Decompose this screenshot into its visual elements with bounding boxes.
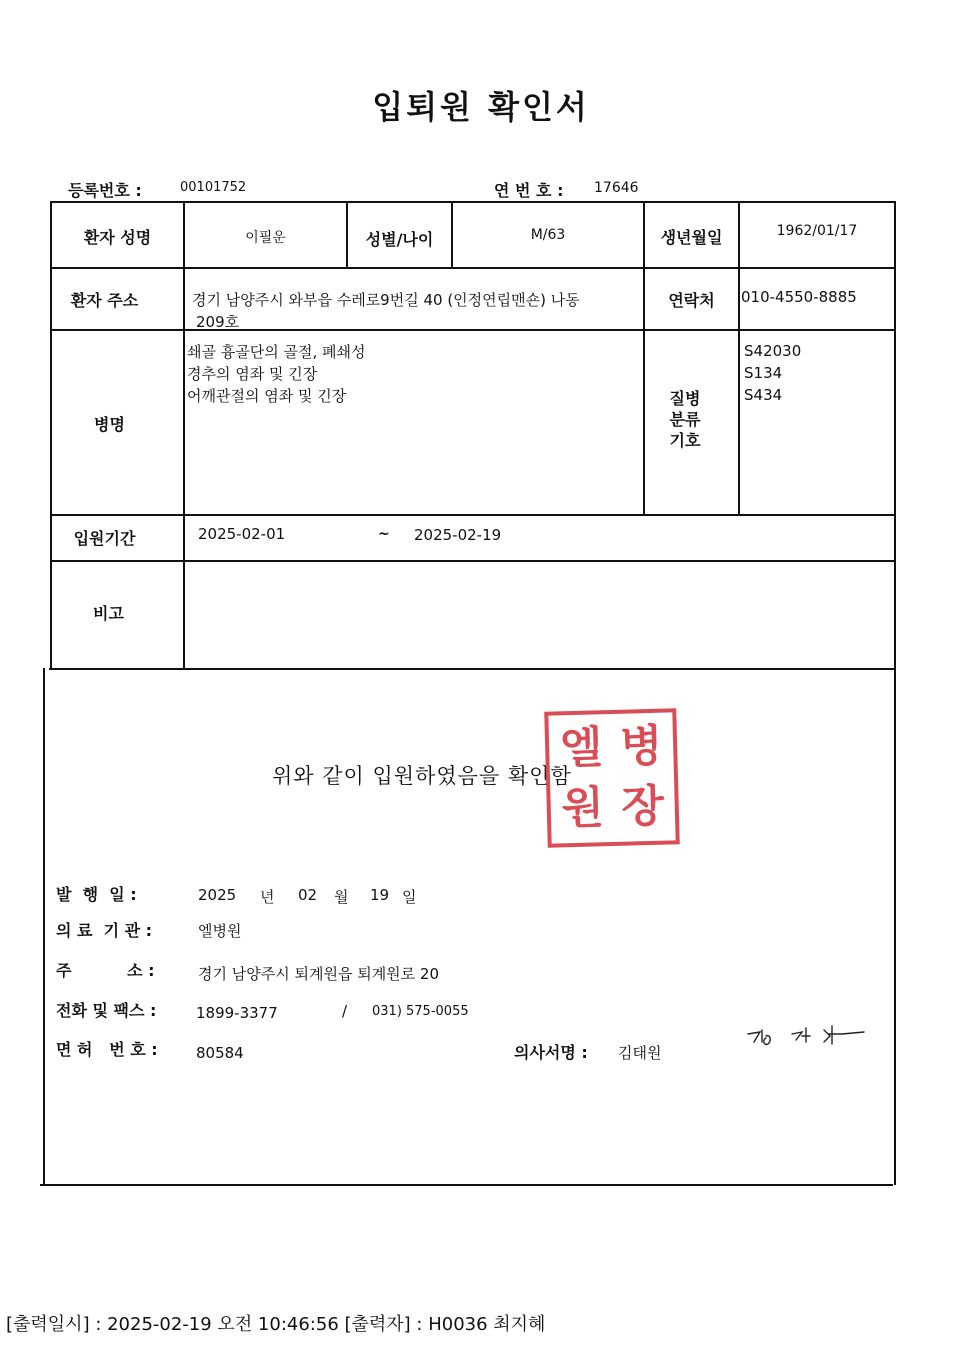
reg-number-value: 00101752 — [180, 180, 247, 195]
print-footer: [출력일시] : 2025-02-19 오전 10:46:56 [출력자] : H0036 최지혜 — [6, 1314, 546, 1335]
document-title: 입퇴원 확인서 — [372, 88, 590, 126]
institution-address: 경기 남양주시 퇴계원읍 퇴계원로 20 — [198, 965, 440, 983]
disease-code-list — [744, 340, 801, 406]
issue-day: 19 — [370, 886, 390, 904]
issue-year: 2025 — [198, 886, 237, 904]
institution-label: 의 료 기 관 : — [56, 921, 153, 940]
stamp-char: 엘 — [559, 722, 604, 775]
disease-code: S434 — [744, 386, 783, 404]
table-border-left — [50, 201, 52, 669]
sex-age-value: M/63 — [530, 227, 566, 243]
doctor-signature-label: 의사서명 : — [514, 1043, 588, 1062]
patient-address-line1: 경기 남양주시 와부읍 수레로9번길 40 (인정연립맨숀) 나동 — [192, 291, 580, 309]
dob-value: 1962/01/17 — [776, 223, 858, 239]
fax-number: 031) 575-0055 — [372, 1004, 469, 1019]
institution-name: 엘병원 — [198, 922, 242, 940]
patient-address-label: 환자 주소 — [70, 291, 139, 310]
table-border-bottom — [40, 1184, 893, 1186]
reg-number-label: 등록번호 : — [68, 181, 142, 200]
diagnosis-item: 쇄골 흉골단의 골절, 폐쇄성 — [187, 343, 366, 361]
table-rule — [50, 514, 896, 516]
stamp-char: 장 — [620, 780, 665, 833]
admission-start: 2025-02-01 — [198, 525, 286, 543]
license-label: 면 허 번 호 : — [56, 1040, 158, 1059]
handwritten-signature — [740, 1020, 870, 1060]
issue-month-unit: 월 — [334, 888, 349, 906]
table-col-rule — [183, 201, 185, 669]
license-number: 80584 — [196, 1044, 244, 1062]
phone-number: 1899-3377 — [196, 1004, 278, 1022]
patient-address-line2: 209호 — [196, 313, 240, 331]
table-col-rule — [643, 201, 645, 515]
remarks-label: 비고 — [93, 604, 124, 623]
patient-name-label: 환자 성명 — [83, 228, 152, 247]
institution-address-label: 주 소 : — [56, 961, 155, 980]
table-border-left-lower — [43, 668, 45, 1185]
table-rule — [50, 560, 896, 562]
admission-end: 2025-02-19 — [414, 526, 502, 544]
patient-name: 이필운 — [245, 230, 286, 246]
doctor-name: 김태원 — [618, 1044, 662, 1062]
table-border-top — [50, 201, 896, 203]
issue-day-unit: 일 — [402, 888, 417, 906]
table-border-right — [894, 201, 896, 1185]
diagnosis-item: 어깨관절의 염좌 및 긴장 — [187, 387, 347, 405]
table-rule — [50, 267, 896, 269]
hospital-seal-stamp — [544, 708, 680, 847]
disease-code: S134 — [744, 364, 783, 382]
diagnosis-item: 경추의 염좌 및 긴장 — [187, 365, 318, 383]
disease-code: S42030 — [744, 342, 802, 360]
phone-fax-label: 전화 및 팩스 : — [56, 1001, 157, 1020]
serial-number-label: 연 번 호 : — [494, 181, 564, 200]
table-col-rule — [738, 201, 740, 515]
disease-code-label-line: 기호 — [669, 431, 701, 450]
admission-tilde: ~ — [378, 526, 390, 542]
diagnosis-list — [187, 341, 365, 407]
diagnosis-label: 병명 — [94, 415, 125, 434]
dob-label: 생년월일 — [660, 228, 723, 247]
table-rule — [50, 329, 896, 331]
contact-label: 연락처 — [668, 291, 715, 310]
disease-code-label — [645, 388, 725, 451]
issue-month: 02 — [298, 886, 318, 904]
confirmation-text: 위와 같이 입원하였음을 확인함 — [272, 764, 572, 788]
issue-year-unit: 년 — [260, 888, 275, 906]
sex-age-label: 성별/나이 — [365, 230, 434, 249]
stamp-char: 원 — [560, 782, 605, 835]
disease-code-label-line: 분류 — [669, 410, 701, 429]
admission-period-label: 입원기간 — [73, 529, 136, 548]
table-rule — [49, 668, 895, 670]
stamp-char: 병 — [619, 720, 664, 773]
serial-number-value: 17646 — [594, 180, 639, 196]
disease-code-label-line: 질병 — [669, 389, 701, 408]
phone-fax-separator: / — [342, 1002, 348, 1020]
issue-date-label: 발 행 일 : — [56, 885, 137, 904]
contact-value: 010-4550-8885 — [741, 288, 857, 306]
